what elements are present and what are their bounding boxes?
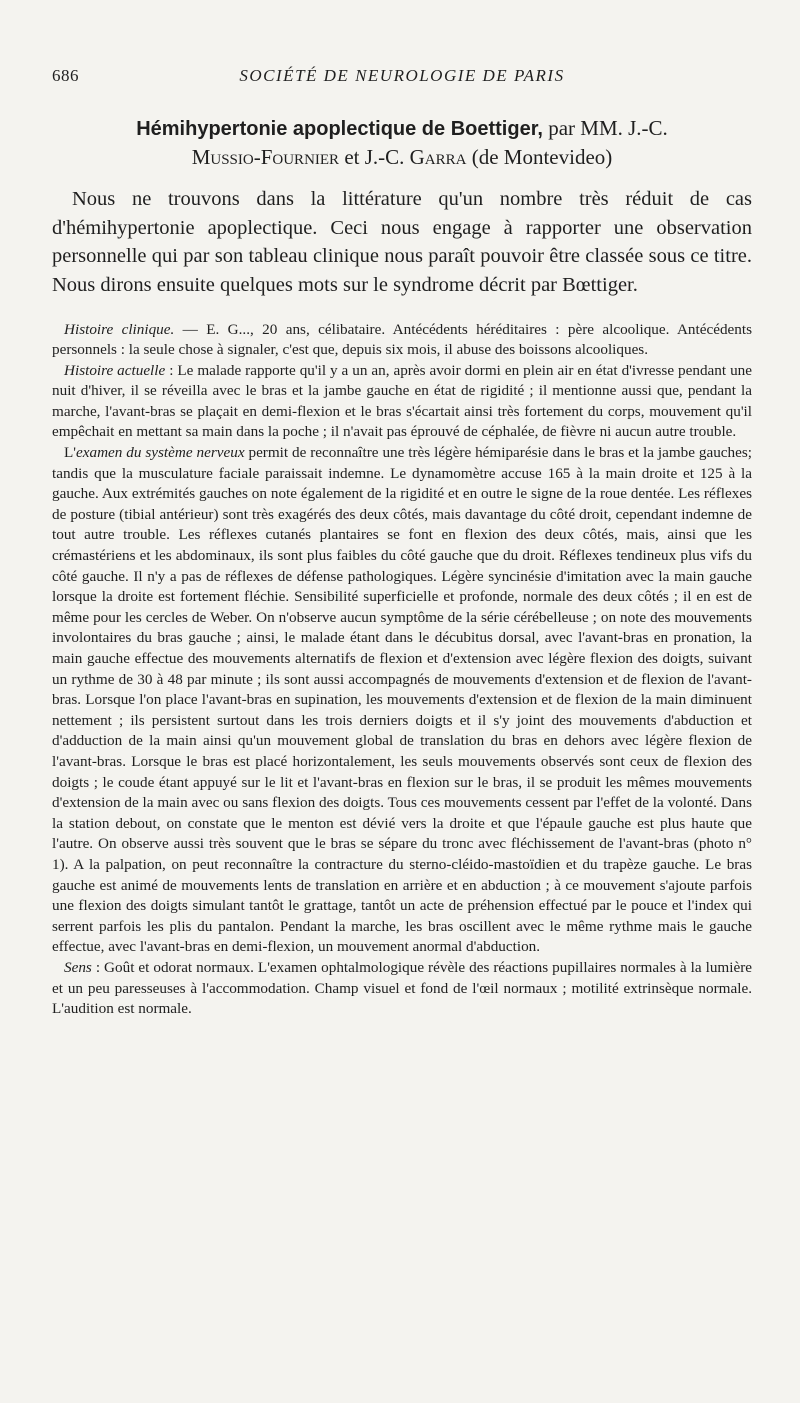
title-line-1 (52, 114, 752, 143)
prefix-examen: L' (64, 444, 77, 462)
heading-sens: Sens (64, 958, 92, 976)
running-title: SOCIÉTÉ DE NEUROLOGIE DE PARIS (239, 66, 565, 85)
heading-histoire-actuelle: Histoire actuelle (64, 361, 166, 379)
clinical-observation (52, 320, 752, 1020)
intro-paragraph: Nous ne trouvons dans la littérature qu'un nombre très réduit de cas d'hémihypertonie apoplectique. Ceci nous engage à rapporter une observation personnelle qui par son tableau clinique nous paraît pouvoir être classée sous ce titre. Nous dirons ensuite quelques mots sur le syndrome décrit par Bœttiger. (52, 188, 752, 296)
heading-histoire-clinique: Histoire clinique. (64, 320, 175, 338)
paragraph-histoire-clinique (52, 320, 752, 361)
author-2: Garra (409, 145, 467, 169)
text-sens: : Goût et odorat normaux. L'examen ophtalmologique révèle des réactions pupillaires normales à la lumière et un peu paresseuses à l'accommodation. Champ visuel et fond de l'œil normaux ; motilité extrinsèque normale. L'audition est normale. (52, 958, 752, 1018)
paragraph-sens (52, 958, 752, 1020)
paragraph-examen (52, 443, 752, 958)
title-par: par MM. J.-C. (548, 116, 668, 140)
text-histoire-clinique: — E. G..., 20 ans, célibataire. Antécédents héréditaires : père alcoolique. Antécédents personnels : la seule chose à signaler, c'est que, depuis six mois, il abuse des boissons alcooliques. (52, 320, 753, 359)
running-head (52, 66, 752, 92)
article-title (52, 114, 752, 171)
text-examen: permit de reconnaître une très légère hémiparésie dans le bras et la jambe gauches; tandis que la musculature faciale paraissait indemne. Le dynamomètre accuse 165 à la main droite et 125 à la gauche. Aux extrémités gauches on note également de la rigidité et en outre le signe de la roue dentée. Les réflexes de posture (tibial antérieur) sont très exagérés des deux côtés, mais davantage du côté droit, cependant indemne de tout autre trouble. Les réflexes cutanés plantaires se font en flexion des deux côtés, mais, ainsi que les crémastériens et les abdominaux, ils sont plus faibles du côté gauche que du droit. Réflexes tendineux plus vifs du côté gauche. Il n'y a pas de réflexes de défense pathologiques. Légère syncinésie d'imitation avec la main gauche lorsque la droite est fortement fléchie. Sensibilité superficielle et profonde, normale des deux côtés ; il en est de même pour les cercles de Weber. On n'observe aucun symptôme de la série cérébelleuse ; on note des mouvements involontaires du bras gauche ; ainsi, le malade étant dans le décubitus dorsal, avec l'avant-bras en pronation, la main gauche effectue des mouvements alternatifs de flexion et d'extension avec légère flexion des doigts, suivant un rythme de 30 à 48 par minute ; ils sont aussi accompagnés de mouvements d'extension et de flexion de l'avant-bras. Lorsque l'on place l'avant-bras en supination, les mouvements d'extension et de flexion de la main diminuent nettement ; ils persistent surtout dans les trois derniers doigts et il s'y joint des mouvements d'abduction et d'adduction de la main ainsi qu'un mouvement global de translation du bras en dehors avec légère flexion de l'avant-bras. Lorsque le bras est placé horizontalement, les seuls mouvements observés sont ceux de flexion des doigts ; le coude étant appuyé sur le lit et l'avant-bras en flexion sur le bras, il se produit les mêmes mouvements d'extension de la main avec ou sans flexion des doigts. Tous ces mouvements cessent par l'effet de la volonté. Dans la station debout, on constate que le menton est dévié vers la droite et que l'épaule gauche est plus haute que l'autre. On observe aussi très souvent que le bras se sépare du tronc avec fléchissement de l'avant-bras (photo n° 1). A la palpation, on peut reconnaître la contracture du sterno-cléido-mastoïdien et du trapèze gauche. Le bras gauche est animé de mouvements lents de translation en arrière et en abduction ; à ce mouvement s'ajoute parfois une flexion des doigts simulant tantôt le grattage, tantôt un acte de préhension effectué par le pouce et l'index qui serrent parfois les plis du pantalon. Pendant la marche, les bras oscillent avec le même rythme mais le gauche effectue, avec l'avant-bras en demi-flexion, un mouvement anormal d'abduction. (52, 444, 753, 956)
title-et: et J.-C. (344, 145, 405, 169)
heading-examen: examen du système nerveux (76, 444, 245, 462)
title-main: Hémihypertonie apoplectique de Boettiger, (136, 118, 543, 140)
paragraph-histoire-actuelle (52, 361, 752, 443)
affiliation: (de Montevideo) (471, 145, 613, 169)
title-line-2 (52, 143, 752, 171)
author-1: Mussio-Fournier (191, 145, 340, 169)
text-histoire-actuelle: : Le malade rapporte qu'il y a un an, après avoir dormi en plein air en état d'ivresse pendant une nuit d'hiver, il se réveilla avec le bras et la jambe gauche en état de rigidité ; il mentionne aussi que, pendant la marche, l'avant-bras se plaçait en demi-flexion et le bras s'écartait ainsi très fortement du corps, mouvement qu'il empêchait en mettant sa main dans la poche ; il n'avait pas éprouvé de céphalée, de fièvre ni aucun autre trouble. (52, 361, 752, 441)
page-number: 686 (52, 66, 79, 85)
